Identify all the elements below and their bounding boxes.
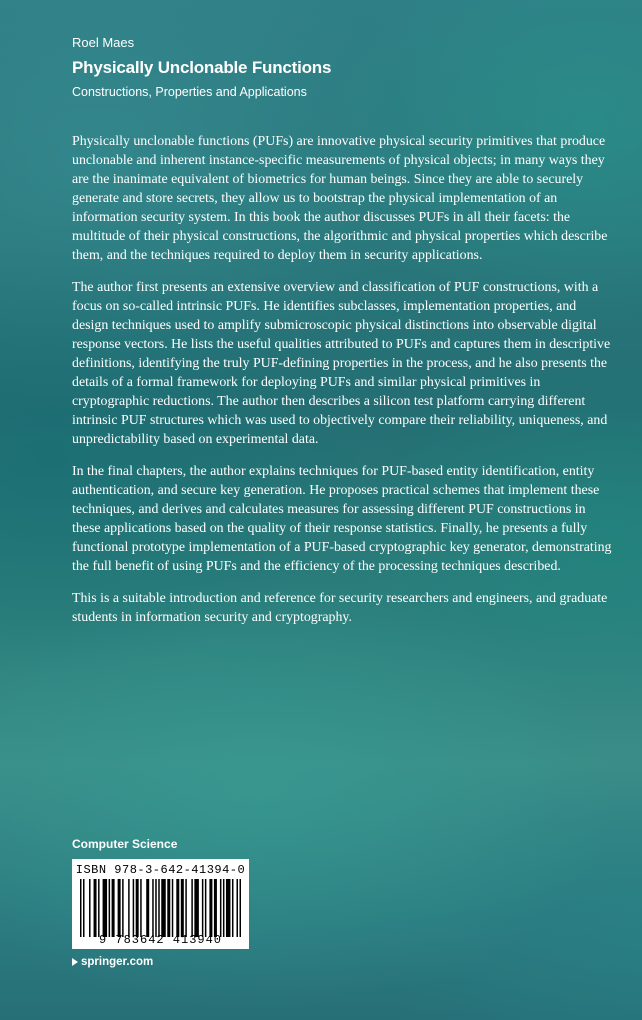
- book-subtitle: Constructions, Properties and Applications: [72, 85, 307, 99]
- barcode-bar: [140, 879, 142, 937]
- barcode-bar: [133, 879, 135, 937]
- author-name: Roel Maes: [72, 35, 135, 50]
- barcode-bar: [89, 879, 91, 937]
- barcode-bar: [112, 879, 115, 937]
- barcode-bar: [161, 879, 166, 937]
- barcode-bar: [214, 879, 217, 937]
- barcode-bar: [136, 879, 139, 937]
- barcode-bar: [98, 879, 100, 937]
- blurb-paragraph: This is a suitable introduction and reference for security researchers and engineers, and graduate students in information security and cryptography.: [72, 591, 608, 625]
- barcode-bar: [194, 879, 199, 937]
- barcode-bar: [185, 879, 187, 937]
- barcode-bar: [191, 879, 193, 937]
- barcode-bar: [223, 879, 225, 937]
- barcode-bar: [94, 879, 97, 937]
- barcode-bar: [155, 879, 157, 937]
- barcode-bar: [232, 879, 234, 937]
- barcode-bar: [118, 879, 121, 937]
- isbn-label: ISBN 978-3-642-41394-0: [75, 863, 246, 877]
- barcode-bar: [226, 879, 231, 937]
- barcode-bars: [80, 879, 241, 937]
- barcode-bar: [240, 879, 242, 937]
- barcode-bar: [209, 879, 212, 937]
- barcode-bar: [152, 879, 154, 937]
- isbn-barcode: [72, 859, 249, 949]
- barcode-bar: [202, 879, 204, 937]
- website-label: springer.com: [81, 956, 154, 968]
- barcode-bar: [103, 879, 108, 937]
- barcode-bar: [158, 879, 160, 937]
- barcode-bar: [128, 879, 130, 937]
- barcode-bar: [205, 879, 207, 937]
- blurb-paragraph: Physically unclonable functions (PUFs) are innovative physical security primitives that produce unclonable and inherent instance-specific measurements of physical objects; in many ways they are the inanimate equivalent of biometrics for human beings. Since they are able to securely generate and store secrets, they allow us to bootstrap the physical implementation of an information security system. In this book the author discusses PUFs in all their facets: the multitude of their physical constructions, the algorithmic and physical properties which describe them, and the techniques required to deploy them in security applications.: [72, 134, 608, 263]
- subject-category: Computer Science: [72, 837, 178, 851]
- barcode-bar: [172, 879, 174, 937]
- ean-digits: 9 783642 413940: [98, 933, 223, 947]
- barcode-bar: [80, 879, 82, 937]
- blurb-paragraph: The author first presents an extensive overview and classification of PUF constructions, with a focus on so-called intrinsic PUFs. He identifies subclasses, implementation properties, and design techniques used to amplify submicroscopic physical distinctions into observable digital response vectors. He lists the useful qualities attributed to PUFs and captures them in descriptive definitions, identifying the truly PUF-defining properties in the process, and he also presents the details of a formal framework for deploying PUFs and similar physical primitives in cryptographic reductions. The author then describes a silicon test platform carrying different intrinsic PUF structures which was used to objectively compare their reliability, uniqueness, and unpredictability based on experimental data.: [72, 280, 611, 447]
- barcode-bar: [122, 879, 124, 937]
- publisher-website[interactable]: [72, 956, 153, 968]
- barcode-bar: [181, 879, 184, 937]
- barcode-bar: [236, 879, 238, 937]
- barcode-bar: [167, 879, 170, 937]
- barcode-bar: [176, 879, 179, 937]
- book-title: Physically Unclonable Functions: [72, 58, 332, 77]
- barcode-bar: [109, 879, 111, 937]
- barcode-bar: [83, 879, 85, 937]
- blurb-paragraph: In the final chapters, the author explains techniques for PUF-based entity identification, entity authentication, and secure key generation. He proposes practical schemes that implement these techniques, and derives and calculates measures for assessing different PUF constructions in these applications based on the quality of their response statistics. Finally, he presents a fully functional prototype implementation of a PUF-based cryptographic key generator, demonstrating the full benefit of using PUFs and the efficiency of the processing techniques described.: [72, 464, 612, 574]
- arrow-right-icon: [72, 958, 78, 966]
- barcode-bar: [220, 879, 222, 937]
- back-cover-blurb: [72, 132, 612, 640]
- barcode-bar: [146, 879, 149, 937]
